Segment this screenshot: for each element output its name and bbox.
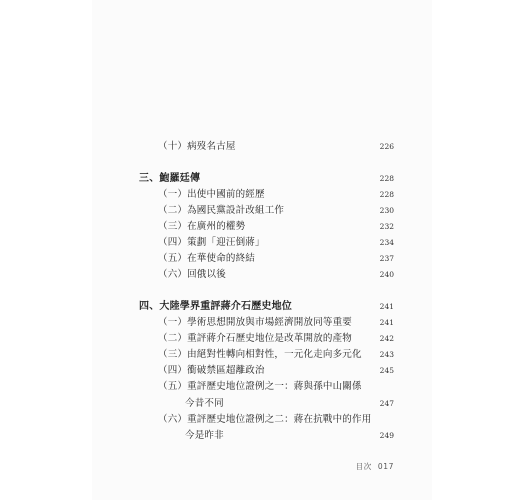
toc-entry (0, 315, 520, 331)
toc-section (0, 171, 520, 187)
toc-entry-title: （三）由絕對性轉向相對性，一元化走向多元化 (158, 349, 362, 360)
toc-entry-page: 228 (379, 190, 394, 199)
toc-entry (0, 251, 520, 267)
toc-entry-title-continued: 今是昨非 (185, 430, 224, 441)
toc-entry-page: 241 (379, 318, 394, 327)
toc-entry (0, 379, 520, 395)
toc-entry-page: 232 (379, 222, 394, 231)
toc-entry-title: （三）在廣州的權勢 (158, 221, 246, 232)
toc-entry-continuation (0, 428, 520, 444)
toc-entry-page: 249 (379, 431, 394, 440)
toc-entry-title: （四）衝破禁區超離政治 (158, 365, 265, 376)
toc-entry-title: （六）回俄以後 (158, 269, 226, 280)
toc-entry (0, 203, 520, 219)
toc-entry-continuation (0, 396, 520, 412)
toc-entry-page: 243 (379, 350, 394, 359)
toc-entry-page: 245 (379, 366, 394, 375)
toc-entry (0, 235, 520, 251)
toc-entry-title: （四）策劃「迎汪倒蔣」 (158, 237, 265, 248)
toc-entry (0, 412, 520, 428)
toc-entry-title: （二）重評蔣介石歷史地位是改革開放的產物 (158, 333, 353, 344)
toc-entry-page: 226 (379, 142, 394, 151)
toc-entry-page: 237 (379, 254, 394, 263)
toc-entry-title: （六）重評歷史地位證例之二：蔣在抗戰中的作用 (158, 414, 372, 425)
toc-section-title: 三、鮑羅廷傳 (139, 173, 201, 184)
footer-page-number: 017 (377, 462, 394, 471)
toc-entry (0, 363, 520, 379)
toc-section (0, 299, 520, 315)
toc-entry (0, 139, 520, 155)
toc-entry-title: （五）在華使命的終結 (158, 253, 256, 264)
toc-entry-title: （五）重評歷史地位證例之一：蔣與孫中山關係 (158, 381, 362, 392)
toc-section-title: 四、大陸學界重評蔣介石歷史地位 (139, 301, 292, 312)
toc-section-page: 228 (379, 174, 394, 183)
toc-entry-page: 247 (379, 399, 394, 408)
toc-entry (0, 267, 520, 283)
toc-entry (0, 347, 520, 363)
toc-section-page: 241 (379, 302, 394, 311)
toc-entry-page: 230 (379, 206, 394, 215)
toc-entry-title: （二）為國民黨設計改組工作 (158, 205, 285, 216)
footer-section-label: 目次 (355, 462, 372, 471)
toc-entry-page: 242 (379, 334, 394, 343)
toc-entry-title: （一）學術思想開放與市場經濟開放同等重要 (158, 317, 353, 328)
toc-entry (0, 331, 520, 347)
toc-entry-page: 240 (379, 270, 394, 279)
toc-entry-title: （十）病歿名古屋 (158, 141, 236, 152)
toc-entry (0, 219, 520, 235)
toc-entry-title: （一）出使中國前的經歷 (158, 189, 265, 200)
toc-entry-page: 234 (379, 238, 394, 247)
toc-entry (0, 187, 520, 203)
toc-entry-title-continued: 今昔不同 (185, 398, 224, 409)
page-footer (356, 461, 394, 472)
